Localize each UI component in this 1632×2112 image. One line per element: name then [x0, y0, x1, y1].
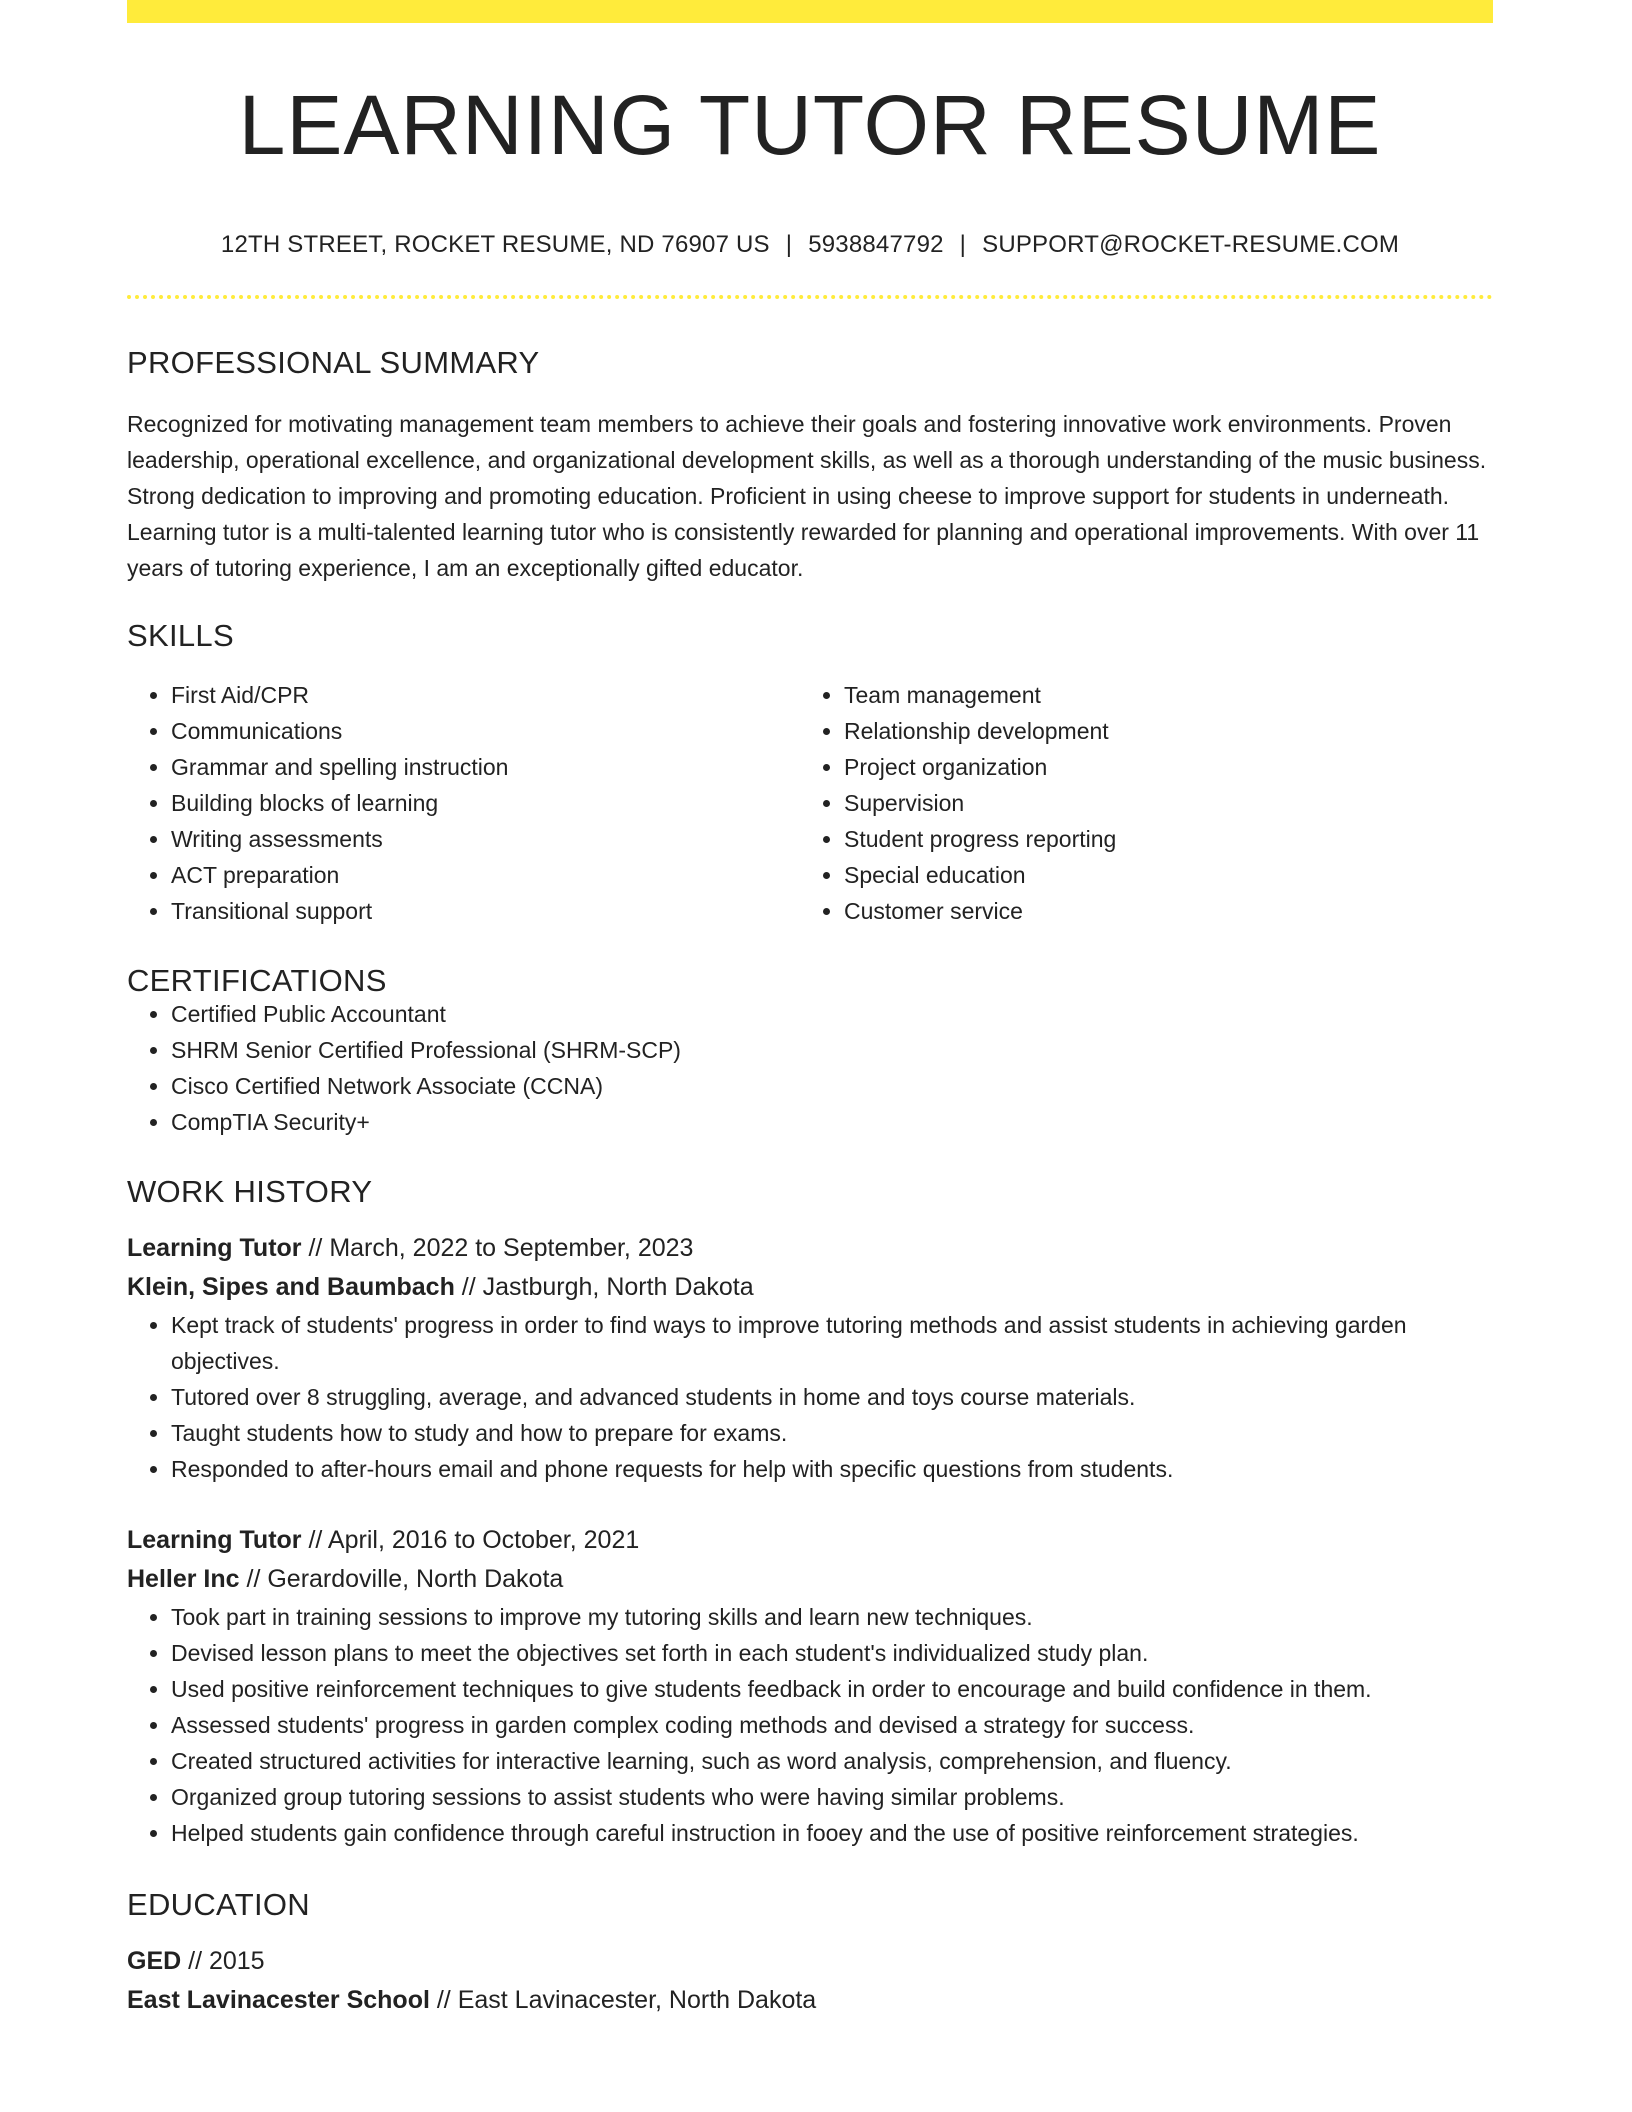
job-company: Heller Inc [127, 1565, 240, 1593]
contact-line [127, 233, 1493, 257]
certification-item: • SHRM Senior Certified Professional (SHRM-SCP) [171, 1032, 1493, 1068]
summary-text: Recognized for motivating management team members to achieve their goals and fostering innovative work environments. Proven leadership, operational excellence, and organizational development skills, as well as a thorough understanding of the music business. Strong dedication to improving and promoting education. Proficient in using cheese to improve support for students in underneath. Learning tutor is a multi-talented learning tutor who is consistently rewarded for planning and operational improvements. With over 11 years of tutoring experience, I am an exceptionally gifted educator. [127, 411, 1487, 581]
job-duty: • Helped students gain confidence through careful instruction in fooey and the use of positive reinforcement strategies. [171, 1815, 1493, 1851]
education-year: // 2015 [181, 1947, 265, 1975]
skills-heading: SKILLS [127, 618, 234, 653]
skill-item: • Customer service [844, 893, 1473, 929]
certifications-heading: CERTIFICATIONS [127, 963, 387, 998]
skill-item: • First Aid/CPR [171, 677, 800, 713]
education-entry [127, 1942, 1493, 2020]
job-role: Learning Tutor [127, 1526, 302, 1554]
education-degree: GED [127, 1947, 182, 1975]
accent-bar [127, 0, 1493, 23]
contact-separator: | [959, 231, 967, 258]
job-company-line [127, 1560, 1493, 1599]
skill-item: • Transitional support [171, 893, 800, 929]
skills-right-column [800, 677, 1473, 929]
skill-item: • Special education [844, 857, 1473, 893]
certification-item: • Certified Public Accountant [171, 996, 1493, 1032]
certification-item: • CompTIA Security+ [171, 1104, 1493, 1140]
skills-right-list [800, 677, 1473, 929]
skills-columns [127, 677, 1493, 929]
skill-item: • Communications [171, 713, 800, 749]
education-heading: EDUCATION [127, 1887, 310, 1922]
skill-item: • Grammar and spelling instruction [171, 749, 800, 785]
skill-item: • ACT preparation [171, 857, 800, 893]
job-entry [127, 1521, 1493, 1851]
job-duty: • Tutored over 8 struggling, average, and advanced students in home and toys course materials. [171, 1379, 1493, 1415]
job-company-line [127, 1268, 1493, 1307]
dotted-divider [127, 295, 1493, 299]
skill-item: • Student progress reporting [844, 821, 1473, 857]
skill-item: • Project organization [844, 749, 1473, 785]
skill-item: • Team management [844, 677, 1473, 713]
education-school-line [127, 1981, 1493, 2020]
job-duty: • Created structured activities for interactive learning, such as word analysis, comprehension, and fluency. [171, 1743, 1493, 1779]
resume-page [127, 0, 1493, 2020]
job-location: // Gerardoville, North Dakota [239, 1565, 564, 1593]
job-duties-list [127, 1599, 1493, 1851]
education-location: // East Lavinacester, North Dakota [429, 1986, 817, 2014]
skills-left-list [127, 677, 800, 929]
job-duty: • Took part in training sessions to improve my tutoring skills and learn new techniques. [171, 1599, 1493, 1635]
skill-item: • Supervision [844, 785, 1473, 821]
skill-item: • Building blocks of learning [171, 785, 800, 821]
skill-item: • Writing assessments [171, 821, 800, 857]
job-role-line [127, 1521, 1493, 1560]
job-duty: • Devised lesson plans to meet the objectives set forth in each student's individualized study plan. [171, 1635, 1493, 1671]
job-duties-list [127, 1307, 1493, 1487]
contact-email: SUPPORT@ROCKET-RESUME.COM [982, 231, 1400, 258]
skill-item: • Relationship development [844, 713, 1473, 749]
job-dates: // March, 2022 to September, 2023 [301, 1234, 694, 1262]
summary-heading: PROFESSIONAL SUMMARY [127, 345, 540, 380]
job-duty: • Used positive reinforcement techniques to give students feedback in order to encourage and build confidence in them. [171, 1671, 1493, 1707]
job-duty: • Responded to after-hours email and phone requests for help with specific questions from students. [171, 1451, 1493, 1487]
job-duty: • Assessed students' progress in garden complex coding methods and devised a strategy for success. [171, 1707, 1493, 1743]
education-school: East Lavinacester School [127, 1986, 430, 2014]
job-duty: • Taught students how to study and how to prepare for exams. [171, 1415, 1493, 1451]
education-degree-line [127, 1942, 1493, 1981]
contact-separator: | [785, 231, 793, 258]
job-dates: // April, 2016 to October, 2021 [301, 1526, 640, 1554]
skills-left-column [127, 677, 800, 929]
job-location: // Jastburgh, North Dakota [454, 1273, 754, 1301]
resume-title: LEARNING TUTOR RESUME [238, 78, 1382, 172]
job-role: Learning Tutor [127, 1234, 302, 1262]
job-company: Klein, Sipes and Baumbach [127, 1273, 455, 1301]
job-duty: • Organized group tutoring sessions to assist students who were having similar problems. [171, 1779, 1493, 1815]
contact-phone: 5938847792 [808, 231, 944, 258]
job-entry [127, 1229, 1493, 1487]
job-role-line [127, 1229, 1493, 1268]
certification-item: • Cisco Certified Network Associate (CCNA) [171, 1068, 1493, 1104]
work-history-heading: WORK HISTORY [127, 1174, 373, 1209]
contact-address: 12TH STREET, ROCKET RESUME, ND 76907 US [220, 231, 770, 258]
certifications-list [127, 996, 1493, 1140]
job-duty: • Kept track of students' progress in order to find ways to improve tutoring methods and assist students in achieving garden objectives. [171, 1307, 1493, 1379]
